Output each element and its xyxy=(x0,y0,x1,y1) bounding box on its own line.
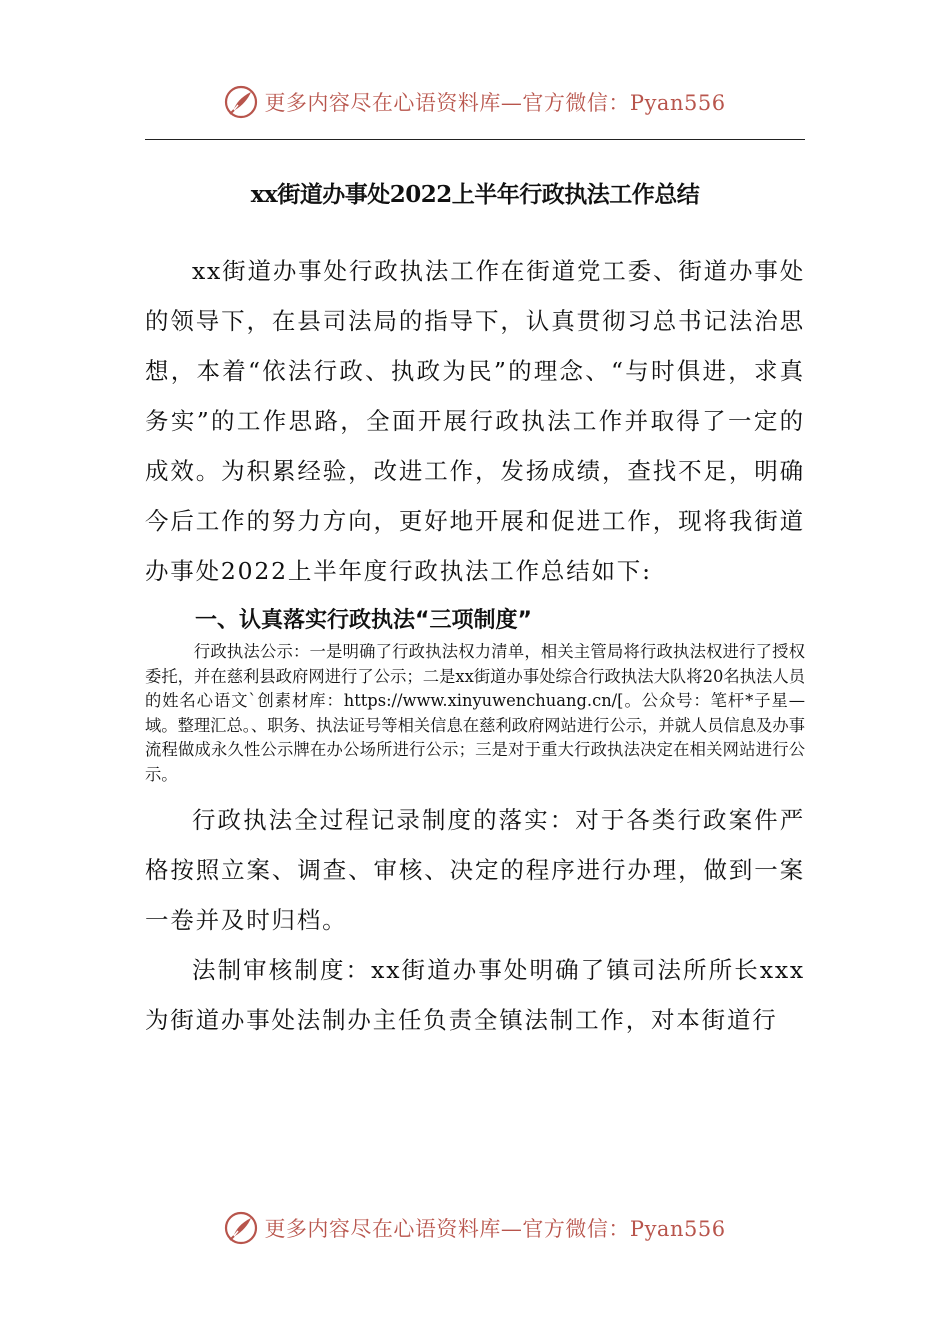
document-title: xx街道办事处2022上半年行政执法工作总结 xyxy=(250,181,700,208)
quill-pen-logo-icon xyxy=(224,1211,258,1245)
document-body xyxy=(145,246,805,1045)
header-banner xyxy=(0,82,950,122)
footer-banner-text: 更多内容尽在心语资料库—官方微信：Pyan556 xyxy=(264,1217,726,1241)
intro-paragraph: xx街道办事处行政执法工作在街道党工委、街道办事处的领导下，在县司法局的指导下，认真贯彻习总书记法治思想，本着“依法行政、执政为民”的理念、“与时俱进，求真务实”的工作思路，全面开展行政执法工作并取得了一定的成效。为积累经验，改进工作，发扬成绩，查找不足，明确今后工作的努力方向，更好地开展和促进工作，现将我街道办事处2022上半年度行政执法工作总结如下: xyxy=(145,257,805,585)
section-heading: 一、认真落实行政执法“三项制度” xyxy=(195,608,532,633)
header-divider xyxy=(145,139,805,140)
quill-pen-logo-icon xyxy=(224,85,258,119)
header-banner-text: 更多内容尽在心语资料库—官方微信：Pyan556 xyxy=(264,91,726,115)
publicity-paragraph: 行政执法公示：一是明确了行政执法权力清单，相关主管局将行政执法权进行了授权委托，并在慈利县政府网进行了公示；二是xx街道办事处综合行政执法大队将20名执法人员的姓名心语文`创素材库：https://www.xinyuwenchuang.cn/[。公众号：笔杆*子星—域。整理汇总。、职务、执法证号等相关信息在慈利政府网站进行公示，并就人员信息及办事流程做成永久性公示牌在办公场所进行公示；三是对于重大行政执法决定在相关网站进行公示。 xyxy=(145,642,805,784)
review-paragraph: 法制审核制度：xx街道办事处明确了镇司法所所长xxx为街道办事处法制办主任负责全镇法制工作，对本街道行 xyxy=(145,956,805,1034)
record-paragraph: 行政执法全过程记录制度的落实：对于各类行政案件严格按照立案、调查、审核、决定的程序进行办理，做到一案一卷并及时归档。 xyxy=(145,806,805,934)
footer-banner xyxy=(0,1208,950,1248)
